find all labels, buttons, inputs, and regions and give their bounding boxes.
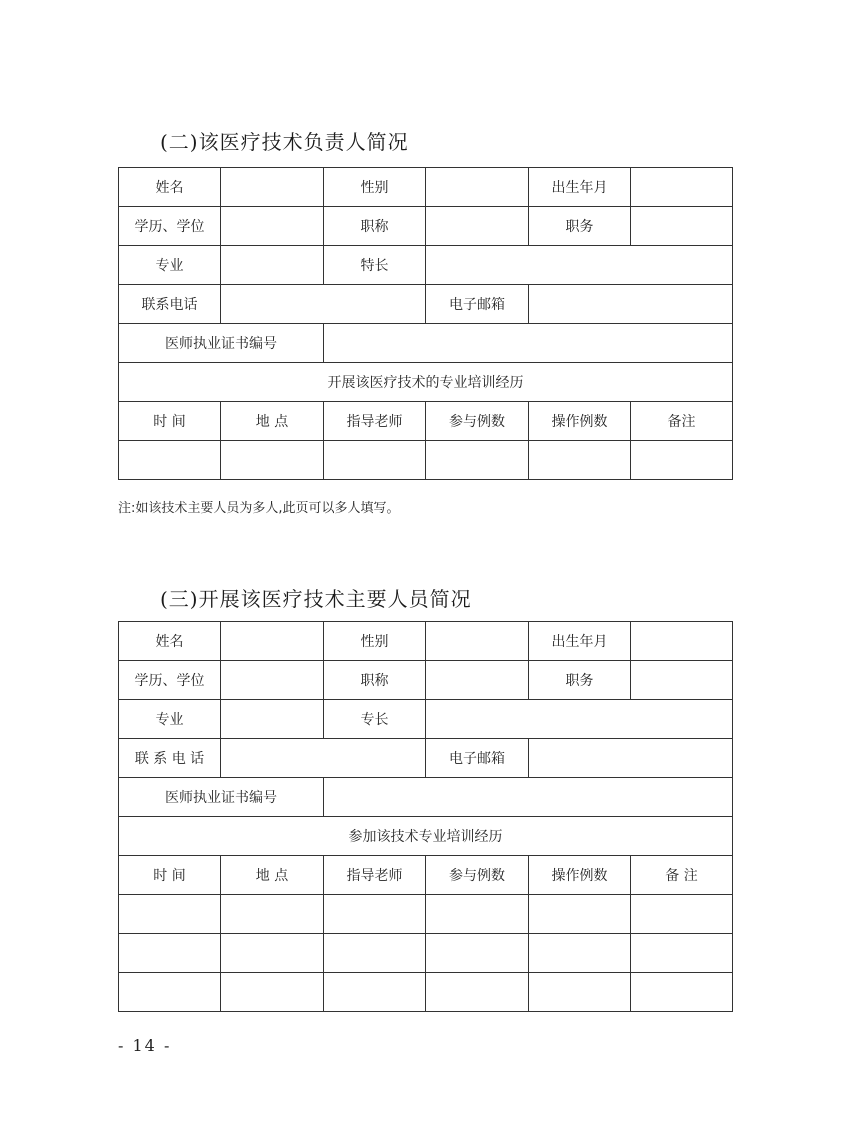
label-gender: 性别 [324,168,426,207]
professional-title-field[interactable] [426,661,529,700]
label-professional-title: 职称 [324,661,426,700]
birth-date-field[interactable] [631,622,733,661]
table-row [119,973,733,1012]
column-header-participated-cases: 参与例数 [426,402,529,441]
table-row [119,895,733,934]
time-cell[interactable] [119,934,221,973]
main-staff-form-table [118,621,733,1012]
license-number-field[interactable] [324,324,733,363]
participated-cases-cell[interactable] [426,973,529,1012]
label-phone: 联 系 电 话 [119,739,221,778]
operated-cases-cell[interactable] [529,973,631,1012]
specialty-field[interactable] [426,700,733,739]
label-education: 学历、学位 [119,661,221,700]
name-field[interactable] [221,168,324,207]
label-email: 电子邮箱 [426,285,529,324]
lead-person-form-table [118,167,733,480]
label-position: 职务 [529,661,631,700]
column-header-remarks: 备注 [631,402,733,441]
column-header-supervisor: 指导老师 [324,402,426,441]
license-number-field[interactable] [324,778,733,817]
table-row [119,285,733,324]
table-row [119,168,733,207]
column-header-supervisor: 指导老师 [324,856,426,895]
label-birth-date: 出生年月 [529,168,631,207]
gender-field[interactable] [426,622,529,661]
gender-field[interactable] [426,168,529,207]
specialty-field[interactable] [426,246,733,285]
column-header-location: 地 点 [221,402,324,441]
label-email: 电子邮箱 [426,739,529,778]
table-row [119,246,733,285]
birth-date-field[interactable] [631,168,733,207]
table-row [119,817,733,856]
page-number: - 14 - [118,1036,172,1055]
participated-cases-cell[interactable] [426,934,529,973]
time-cell[interactable] [119,895,221,934]
supervisor-cell[interactable] [324,441,426,480]
location-cell[interactable] [221,973,324,1012]
table-row [119,661,733,700]
label-specialty: 专长 [324,700,426,739]
column-header-remarks: 备 注 [631,856,733,895]
table-header-row [119,402,733,441]
label-name: 姓名 [119,622,221,661]
participated-cases-cell[interactable] [426,441,529,480]
label-gender: 性别 [324,622,426,661]
remarks-cell[interactable] [631,934,733,973]
major-field[interactable] [221,700,324,739]
label-education: 学历、学位 [119,207,221,246]
position-field[interactable] [631,207,733,246]
time-cell[interactable] [119,441,221,480]
label-professional-title: 职称 [324,207,426,246]
label-license-number: 医师执业证书编号 [119,324,324,363]
phone-field[interactable] [221,739,426,778]
remarks-cell[interactable] [631,895,733,934]
label-major: 专业 [119,246,221,285]
education-field[interactable] [221,661,324,700]
table-header-row [119,856,733,895]
table-row [119,778,733,817]
professional-title-field[interactable] [426,207,529,246]
section-title-lead-person: (二)该医疗技术负责人简况 [160,130,409,154]
table-row [119,363,733,402]
label-position: 职务 [529,207,631,246]
location-cell[interactable] [221,934,324,973]
location-cell[interactable] [221,895,324,934]
operated-cases-cell[interactable] [529,441,631,480]
supervisor-cell[interactable] [324,934,426,973]
footnote: 注:如该技术主要人员为多人,此页可以多人填写。 [118,501,400,516]
remarks-cell[interactable] [631,973,733,1012]
supervisor-cell[interactable] [324,895,426,934]
training-history-header: 开展该医疗技术的专业培训经历 [119,363,733,402]
phone-field[interactable] [221,285,426,324]
column-header-participated-cases: 参与例数 [426,856,529,895]
email-field[interactable] [529,739,733,778]
education-field[interactable] [221,207,324,246]
table-row [119,207,733,246]
time-cell[interactable] [119,973,221,1012]
position-field[interactable] [631,661,733,700]
label-name: 姓名 [119,168,221,207]
table-row [119,934,733,973]
label-birth-date: 出生年月 [529,622,631,661]
section-title-main-staff: (三)开展该医疗技术主要人员简况 [160,587,472,611]
operated-cases-cell[interactable] [529,895,631,934]
participated-cases-cell[interactable] [426,895,529,934]
label-specialty: 特长 [324,246,426,285]
column-header-time: 时 间 [119,856,221,895]
supervisor-cell[interactable] [324,973,426,1012]
name-field[interactable] [221,622,324,661]
table-row [119,441,733,480]
table-row [119,324,733,363]
column-header-location: 地 点 [221,856,324,895]
column-header-operated-cases: 操作例数 [529,402,631,441]
table-row [119,700,733,739]
email-field[interactable] [529,285,733,324]
location-cell[interactable] [221,441,324,480]
label-phone: 联系电话 [119,285,221,324]
table-row [119,622,733,661]
table-row [119,739,733,778]
column-header-operated-cases: 操作例数 [529,856,631,895]
column-header-time: 时 间 [119,402,221,441]
label-major: 专业 [119,700,221,739]
major-field[interactable] [221,246,324,285]
remarks-cell[interactable] [631,441,733,480]
training-history-header: 参加该技术专业培训经历 [119,817,733,856]
operated-cases-cell[interactable] [529,934,631,973]
label-license-number: 医师执业证书编号 [119,778,324,817]
